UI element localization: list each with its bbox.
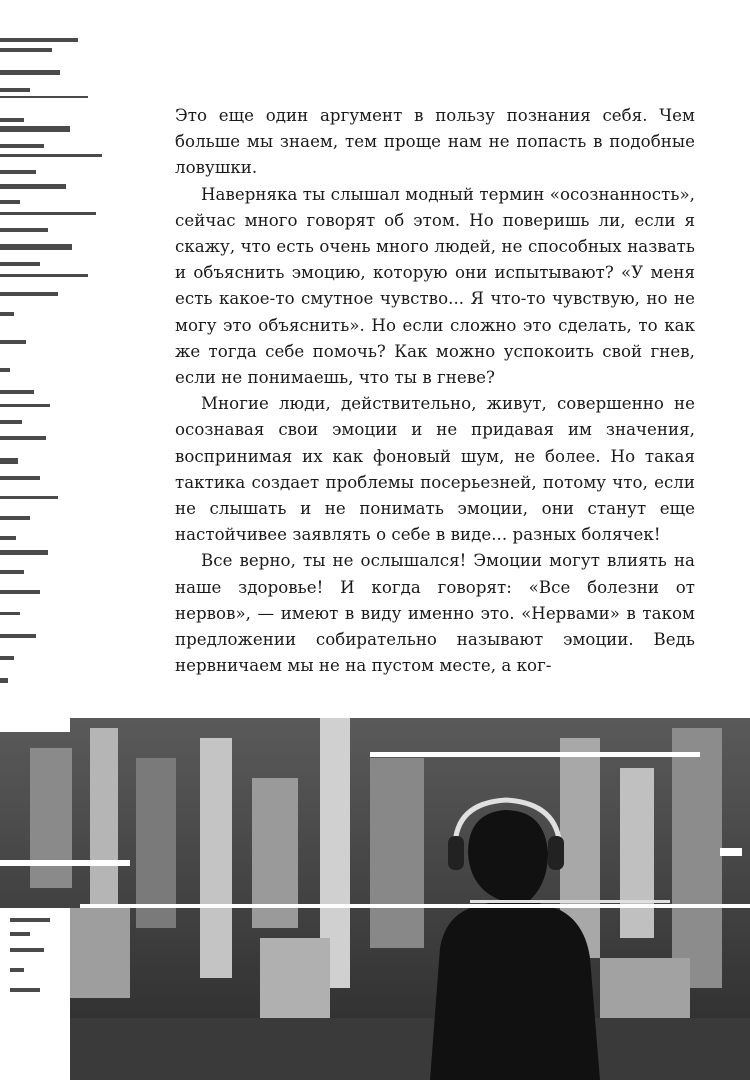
city-headphones-illustration	[0, 718, 750, 1080]
body-text	[175, 103, 695, 679]
paragraph-2: Наверняка ты слышал модный термин «осознанность», сейчас много говорят об этом. Но поверишь ли, если я скажу, что есть очень много людей, не способных назвать и объяснить эмоцию, которую они испытывают? «У меня есть какое-то смутное чувство... Я что-то чувствую, но не могу это объяснить». Но если сложно это сделать, то как же тогда себе помочь? Как можно успокоить свой гнев, если не понимаешь, что ты в гневе?	[175, 184, 695, 388]
paragraph-3: Многие люди, действительно, живут, совершенно не осознавая свои эмоции и не придавая им значения, воспринимая их как фоновый шум, не более. Но такая тактика создает проблемы посерьезней, потому что, если не слышать и не понимать эмоции, они станут еще настойчивее заявлять о себе в виде... разных болячек!	[175, 394, 695, 545]
paragraph-1: Это еще один аргумент в пользу познания себя. Чем больше мы знаем, тем проще нам не попасть в подобные ловушки.	[175, 106, 695, 178]
glitch-decoration-left	[0, 30, 110, 710]
paragraph-4: Все верно, ты не ослышался! Эмоции могут влиять на наше здоровье! И когда говорят: «Все болезни от нервов», — имеют в виду именно это. «Нервами» в таком предложении собирательно называют эмоции. Ведь нервничаем мы не на пустом месте, а ког-	[175, 551, 695, 676]
